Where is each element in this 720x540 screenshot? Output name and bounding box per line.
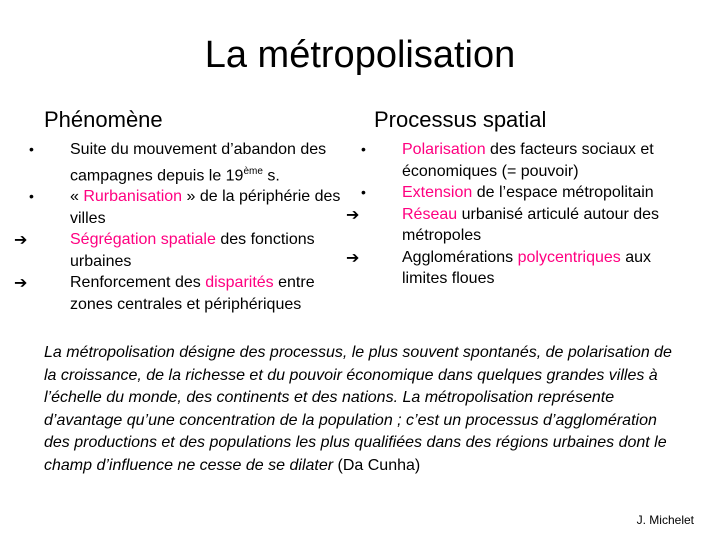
- item-text-post: » de la périphérie des villes: [70, 188, 341, 227]
- list-item: [26, 186, 356, 229]
- list-item: [346, 247, 688, 290]
- bullet-icon: •: [29, 141, 34, 157]
- item-highlight: disparités: [205, 274, 274, 292]
- bullet-icon: •: [361, 141, 366, 157]
- item-text-post: de l’espace métropolitain: [472, 184, 654, 201]
- bullet-icon: •: [361, 184, 366, 200]
- left-column-heading: Phénomène: [44, 107, 163, 132]
- author-credit: J. Michelet: [636, 513, 694, 527]
- item-text-end: s.: [262, 166, 280, 184]
- list-item: [346, 204, 688, 247]
- item-text-post: des fonctions urbaines: [70, 231, 315, 270]
- item-superscript: ème: [243, 165, 263, 177]
- bullet-icon: •: [29, 188, 34, 205]
- definition-quote: [44, 342, 684, 477]
- item-highlight: Rurbanisation: [83, 188, 183, 206]
- item-text-post: des facteurs sociaux et économiques (= pouvoir): [402, 141, 654, 180]
- list-item: [26, 139, 356, 186]
- item-highlight: Polarisation: [402, 141, 486, 158]
- item-text-post: urbanisé articulé autour des métropoles: [402, 205, 660, 244]
- slide-title: La métropolisation: [204, 34, 516, 76]
- item-highlight: Extension: [402, 184, 473, 201]
- item-text-post: aux limites floues: [402, 248, 652, 287]
- item-text-pre: Renforcement des: [70, 274, 206, 292]
- right-column-heading: Processus spatial: [374, 107, 547, 132]
- item-text-post: entre zones centrales et périphériques: [70, 274, 315, 313]
- quote-text: La métropolisation désigne des processus, le plus souvent spontanés, de polarisation de la croissance, de la richesse et du pouvoir économique dans quelques grandes villes à l’échelle du monde, des continents et des nations. La métropolisation représente d’avantage qu’une concentration de la population ; c’est un processus d’agglomération des productions et des populations les plus qualifiées dans des régions urbaines dont le champ d’influence ne cesse de se dilater: [44, 344, 672, 474]
- arrow-right-icon: ➔: [14, 230, 28, 250]
- list-item: [14, 272, 356, 315]
- arrow-right-icon: ➔: [14, 273, 28, 293]
- quote-source: (Da Cunha): [337, 456, 421, 474]
- arrow-right-icon: ➔: [346, 204, 360, 224]
- item-highlight: Réseau: [402, 205, 458, 223]
- item-highlight: Ségrégation spatiale: [70, 231, 216, 249]
- arrow-right-icon: ➔: [346, 247, 360, 267]
- item-text: Suite du mouvement d’abandon des campagnes depuis le 19: [70, 141, 327, 184]
- list-item: [14, 229, 356, 272]
- item-highlight: polycentriques: [517, 248, 621, 266]
- right-list: [346, 139, 688, 290]
- item-text-pre: Agglomérations: [402, 248, 518, 266]
- list-item: [358, 139, 688, 182]
- list-item: [358, 182, 688, 204]
- item-text-pre: «: [70, 188, 84, 206]
- left-list: [14, 139, 356, 315]
